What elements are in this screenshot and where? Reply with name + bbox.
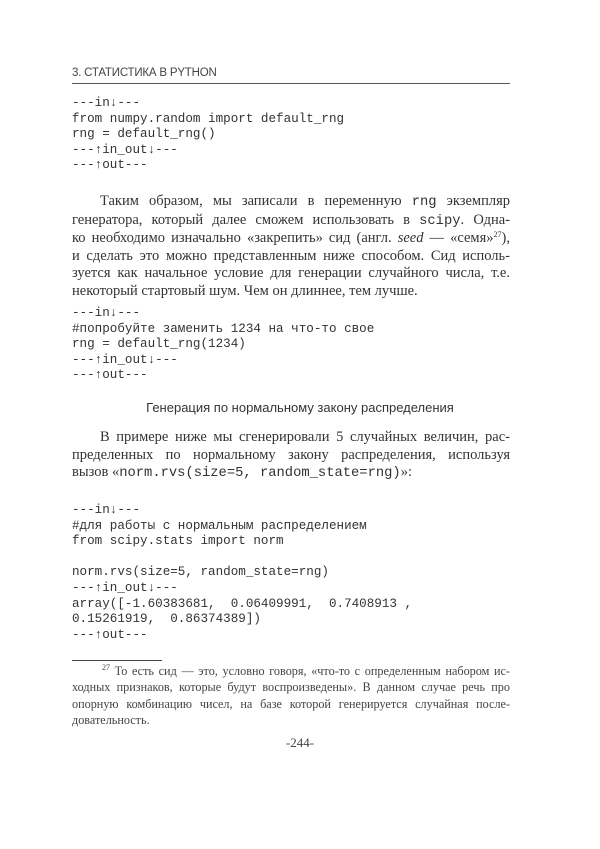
code-line: ---in↓--- (72, 96, 141, 110)
code-line: rng = default_rng(1234) (72, 337, 246, 352)
code-line: from numpy.random import default_rng (72, 111, 345, 126)
page-number: -244- (285, 735, 315, 750)
text: генератора, который далее сможем использовать в (72, 211, 420, 228)
footnote-line: довательность. (72, 713, 150, 728)
paragraph-line: некоторый стартовый шум. Чем он длиннее, тем лучше. (72, 282, 418, 299)
text: вызов « (72, 464, 120, 480)
code-line: 0.15261919, 0.86374389]) (72, 612, 261, 627)
text: экземпляр (436, 193, 510, 209)
code-block-2 (72, 306, 374, 384)
inline-code: norm.rvs(size=5, random_state=rng) (119, 466, 401, 481)
code-line: ---↑out--- (72, 627, 148, 642)
code-line: ---↑in_out↓--- (72, 352, 178, 367)
code-line: ---↑out--- (72, 368, 148, 383)
code-line: ---in↓--- (72, 306, 141, 320)
footnote-line (72, 663, 510, 679)
code-line: array([-1.60383681, 0.06409991, 0.7408913 , (72, 596, 413, 611)
text: »: (400, 464, 412, 480)
text: — «семя» (423, 230, 494, 246)
text: . Одна- (460, 211, 510, 228)
footnote-ref[interactable]: 27 (493, 230, 502, 239)
paragraph-line (72, 212, 510, 231)
footnote-line: опорную комбинацию чисел, на базе которой генерируется случайная после- (72, 696, 510, 711)
section-heading: Генерация по нормальному закону распределения (146, 400, 454, 415)
code-block-1 (72, 96, 344, 174)
code-line: norm.rvs(size=5, random_state=rng) (72, 565, 329, 580)
code-line: ---↑out--- (72, 158, 148, 173)
footnote-line: ходных признаков, которые будут воспроизведены». В данном случае речь про (72, 680, 510, 695)
paragraph-line: и сделать это можно представленным ниже способом. Сид исполь- (72, 247, 510, 264)
paragraph-line (72, 193, 510, 212)
text: ко необходимо изначально «закрепить» сид (англ. (72, 230, 398, 246)
inline-code: rng (411, 195, 437, 210)
running-header: 3. СТАТИСТИКА В PYTHON (72, 67, 217, 79)
paragraph-line: зуется как начальное условие для генерации случайного числа, т.е. (72, 265, 510, 281)
code-block-3 (72, 503, 412, 643)
footnote-rule (72, 660, 162, 661)
footnote-marker: 27 (102, 663, 110, 672)
code-line (72, 550, 412, 566)
code-line: ---in↓--- (72, 503, 141, 517)
italic-term: seed (397, 230, 424, 246)
inline-code: scipy (419, 213, 461, 229)
header-rule (72, 83, 510, 84)
footnote (72, 663, 510, 729)
paragraph-2 (72, 429, 510, 483)
paragraph-line: пределенных по нормальному закону распределения, используя (72, 446, 510, 463)
code-line: from scipy.stats import norm (72, 534, 284, 549)
text: Таким образом, мы записали в переменную (100, 193, 412, 209)
paragraph-line (72, 230, 510, 248)
code-line: ---↑in_out↓--- (72, 142, 178, 157)
paragraph-line (72, 464, 510, 483)
paragraph-1 (72, 193, 510, 300)
code-line: #попробуйте заменить 1234 на что-то свое (72, 321, 375, 336)
paragraph-line: В примере ниже мы сгенерировали 5 случайных величин, рас- (100, 429, 510, 445)
code-line: rng = default_rng() (72, 127, 216, 142)
text: То есть сид — это, условно говоря, «что-то с определенным набором ис- (110, 664, 510, 678)
text: ), (501, 230, 510, 246)
code-line: ---↑in_out↓--- (72, 580, 178, 595)
code-line: #для работы с нормальным распределением (72, 518, 367, 533)
